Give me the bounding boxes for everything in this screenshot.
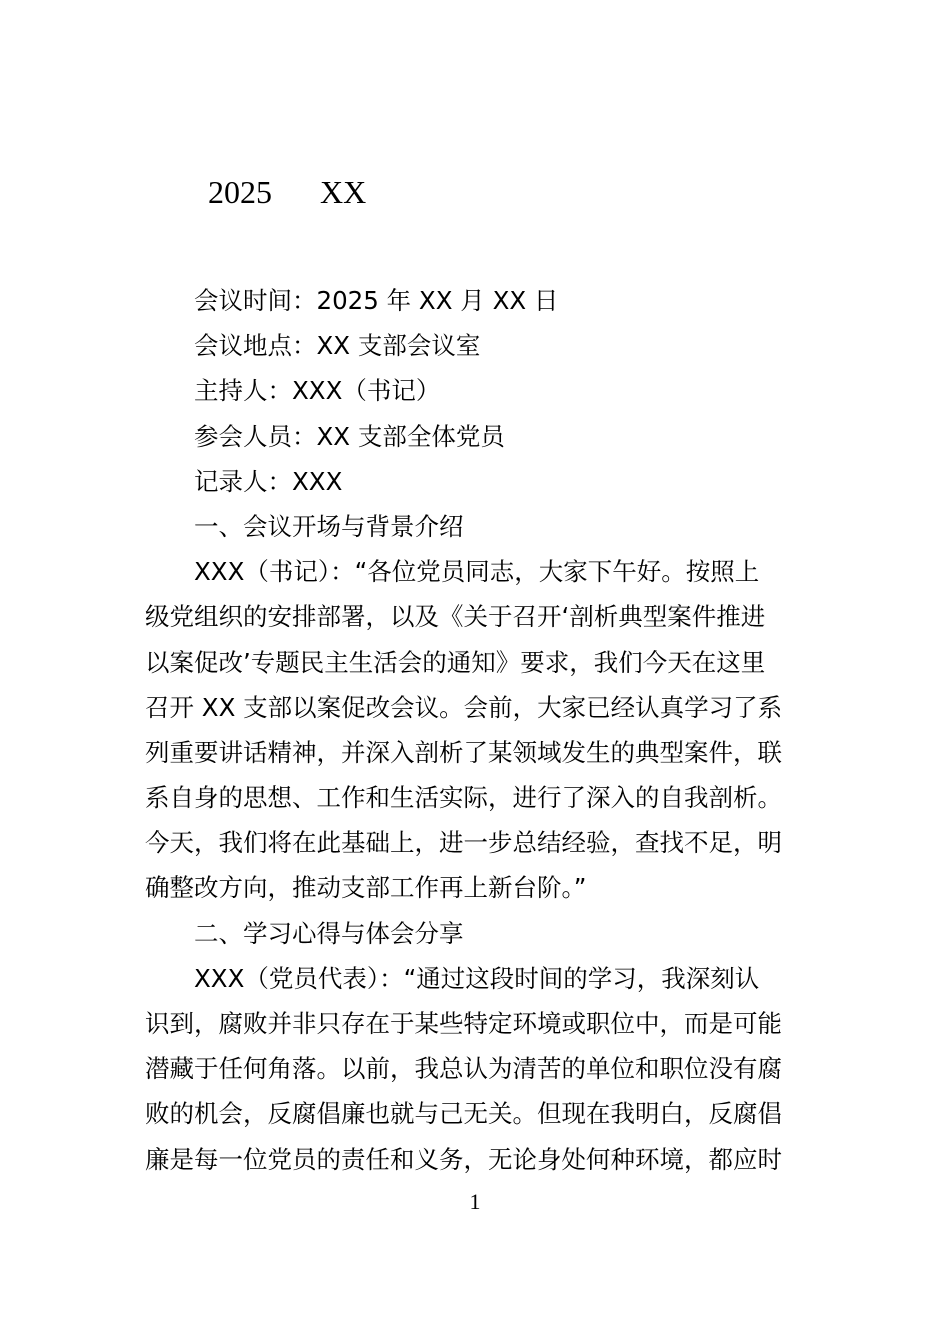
- paragraph-line: 以案促改’专题民主生活会的通知》要求，我们今天在这里: [145, 647, 766, 677]
- paragraph-line: 召开 XX 支部以案促改会议。会前，大家已经认真学习了系: [145, 692, 783, 722]
- document-body: [145, 278, 810, 1182]
- meeting-recorder: 记录人：XXX: [194, 466, 343, 496]
- paragraph-line: 今天，我们将在此基础上，进一步总结经验，查找不足，明: [145, 828, 782, 858]
- section-heading-opening: 一、会议开场与背景介绍: [194, 511, 464, 541]
- meeting-place: 会议地点：XX 支部会议室: [194, 331, 481, 361]
- paragraph-line: 潜藏于任何角落。以前，我总认为清苦的单位和职位没有腐: [145, 1054, 782, 1084]
- paragraph-line: XXX（书记）：“各位党员同志，大家下午好。按照上: [194, 557, 760, 587]
- meeting-time: 会议时间：2025 年 XX 月 XX 日: [194, 286, 559, 315]
- paragraph-line: 识到，腐败并非只存在于某些特定环境或职位中，而是可能: [145, 1009, 782, 1038]
- document-title: 2025 XX: [208, 174, 367, 210]
- paragraph-line: 级党组织的安排部署，以及《关于召开‘剖析典型案件推进: [145, 602, 766, 632]
- paragraph-line: 系自身的思想、工作和生活实际，进行了深入的自我剖析。: [145, 783, 782, 813]
- meeting-attendees: 参会人员：XX 支部全体党员: [194, 421, 505, 451]
- paragraph-line: XXX（党员代表）：“通过这段时间的学习，我深刻认: [194, 963, 760, 993]
- paragraph-line: 败的机会，反腐倡廉也就与己无关。但现在我明白，反腐倡: [145, 1099, 782, 1129]
- meeting-host: 主持人：XXX（书记）: [194, 376, 441, 406]
- page-number: 1: [469, 1189, 481, 1214]
- paragraph-line: 确整改方向，推动支部工作再上新台阶。”: [145, 873, 587, 903]
- paragraph-line: 列重要讲话精神，并深入剖析了某领域发生的典型案件，联: [145, 737, 782, 767]
- paragraph-line: 廉是每一位党员的责任和义务，无论身处何种环境，都应时: [145, 1144, 782, 1174]
- section-heading-sharing: 二、学习心得与体会分享: [194, 918, 464, 948]
